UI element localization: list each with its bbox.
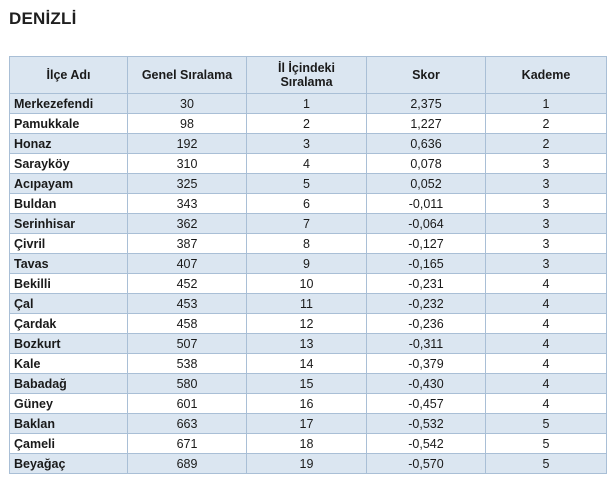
cell-score: 0,052 (367, 174, 486, 194)
header-province-rank: İl İçindeki Sıralama (247, 57, 367, 94)
table-row (10, 354, 607, 374)
cell-score: -0,457 (367, 394, 486, 414)
cell-district-name: Bozkurt (10, 334, 128, 354)
cell-general-rank: 310 (128, 154, 247, 174)
cell-district-name: Baklan (10, 414, 128, 434)
cell-tier: 4 (486, 354, 607, 374)
cell-district-name: Kale (10, 354, 128, 374)
cell-score: -0,064 (367, 214, 486, 234)
cell-general-rank: 689 (128, 454, 247, 474)
cell-score: -0,011 (367, 194, 486, 214)
table-row (10, 214, 607, 234)
cell-general-rank: 30 (128, 94, 247, 114)
cell-province-rank: 7 (247, 214, 367, 234)
table-row (10, 254, 607, 274)
cell-score: -0,311 (367, 334, 486, 354)
table-row (10, 454, 607, 474)
cell-province-rank: 13 (247, 334, 367, 354)
cell-province-rank: 15 (247, 374, 367, 394)
cell-general-rank: 671 (128, 434, 247, 454)
cell-general-rank: 325 (128, 174, 247, 194)
cell-district-name: Güney (10, 394, 128, 414)
table-row (10, 94, 607, 114)
table-row (10, 394, 607, 414)
table-row (10, 114, 607, 134)
cell-general-rank: 580 (128, 374, 247, 394)
cell-tier: 5 (486, 454, 607, 474)
page-title: DENİZLİ (9, 9, 77, 28)
cell-general-rank: 507 (128, 334, 247, 354)
cell-score: -0,232 (367, 294, 486, 314)
cell-district-name: Çivril (10, 234, 128, 254)
cell-district-name: Serinhisar (10, 214, 128, 234)
cell-score: 2,375 (367, 94, 486, 114)
cell-province-rank: 16 (247, 394, 367, 414)
cell-score: -0,542 (367, 434, 486, 454)
ranking-table (9, 56, 607, 474)
cell-general-rank: 192 (128, 134, 247, 154)
cell-tier: 4 (486, 394, 607, 414)
cell-province-rank: 18 (247, 434, 367, 454)
cell-tier: 3 (486, 214, 607, 234)
cell-tier: 4 (486, 314, 607, 334)
table-row (10, 434, 607, 454)
cell-general-rank: 387 (128, 234, 247, 254)
cell-district-name: Buldan (10, 194, 128, 214)
cell-province-rank: 1 (247, 94, 367, 114)
cell-general-rank: 343 (128, 194, 247, 214)
cell-district-name: Tavas (10, 254, 128, 274)
cell-general-rank: 458 (128, 314, 247, 334)
cell-province-rank: 9 (247, 254, 367, 274)
cell-province-rank: 12 (247, 314, 367, 334)
cell-province-rank: 6 (247, 194, 367, 214)
cell-province-rank: 3 (247, 134, 367, 154)
table-row (10, 234, 607, 254)
cell-score: -0,532 (367, 414, 486, 434)
cell-general-rank: 453 (128, 294, 247, 314)
table-row (10, 194, 607, 214)
cell-score: -0,430 (367, 374, 486, 394)
cell-tier: 4 (486, 294, 607, 314)
cell-district-name: Acıpayam (10, 174, 128, 194)
cell-district-name: Babadağ (10, 374, 128, 394)
table-row (10, 134, 607, 154)
cell-province-rank: 2 (247, 114, 367, 134)
table-header-row (10, 57, 607, 94)
header-score: Skor (367, 57, 486, 94)
cell-tier: 5 (486, 434, 607, 454)
table-row (10, 414, 607, 434)
table-row (10, 174, 607, 194)
cell-score: -0,165 (367, 254, 486, 274)
cell-province-rank: 14 (247, 354, 367, 374)
header-tier: Kademe (486, 57, 607, 94)
cell-province-rank: 4 (247, 154, 367, 174)
cell-score: 0,636 (367, 134, 486, 154)
cell-score: -0,570 (367, 454, 486, 474)
cell-general-rank: 362 (128, 214, 247, 234)
cell-general-rank: 407 (128, 254, 247, 274)
table-body (10, 94, 607, 474)
cell-tier: 1 (486, 94, 607, 114)
cell-province-rank: 11 (247, 294, 367, 314)
cell-district-name: Honaz (10, 134, 128, 154)
cell-tier: 5 (486, 414, 607, 434)
cell-tier: 3 (486, 254, 607, 274)
cell-district-name: Çal (10, 294, 128, 314)
cell-general-rank: 538 (128, 354, 247, 374)
cell-score: 0,078 (367, 154, 486, 174)
header-general-rank: Genel Sıralama (128, 57, 247, 94)
table-row (10, 154, 607, 174)
cell-district-name: Beyağaç (10, 454, 128, 474)
cell-score: 1,227 (367, 114, 486, 134)
cell-score: -0,236 (367, 314, 486, 334)
cell-tier: 2 (486, 134, 607, 154)
cell-tier: 3 (486, 234, 607, 254)
cell-district-name: Merkezefendi (10, 94, 128, 114)
cell-tier: 3 (486, 174, 607, 194)
cell-score: -0,379 (367, 354, 486, 374)
cell-district-name: Bekilli (10, 274, 128, 294)
cell-province-rank: 5 (247, 174, 367, 194)
cell-tier: 3 (486, 154, 607, 174)
cell-province-rank: 17 (247, 414, 367, 434)
cell-district-name: Çardak (10, 314, 128, 334)
table-row (10, 374, 607, 394)
cell-district-name: Çameli (10, 434, 128, 454)
cell-general-rank: 98 (128, 114, 247, 134)
cell-score: -0,127 (367, 234, 486, 254)
cell-tier: 4 (486, 334, 607, 354)
table-row (10, 314, 607, 334)
cell-general-rank: 663 (128, 414, 247, 434)
cell-tier: 4 (486, 374, 607, 394)
cell-province-rank: 8 (247, 234, 367, 254)
cell-district-name: Pamukkale (10, 114, 128, 134)
cell-district-name: Sarayköy (10, 154, 128, 174)
cell-tier: 3 (486, 194, 607, 214)
table-row (10, 274, 607, 294)
cell-general-rank: 601 (128, 394, 247, 414)
cell-general-rank: 452 (128, 274, 247, 294)
cell-province-rank: 19 (247, 454, 367, 474)
cell-tier: 2 (486, 114, 607, 134)
cell-province-rank: 10 (247, 274, 367, 294)
cell-score: -0,231 (367, 274, 486, 294)
header-district-name: İlçe Adı (10, 57, 128, 94)
table-row (10, 334, 607, 354)
table-row (10, 294, 607, 314)
cell-tier: 4 (486, 274, 607, 294)
